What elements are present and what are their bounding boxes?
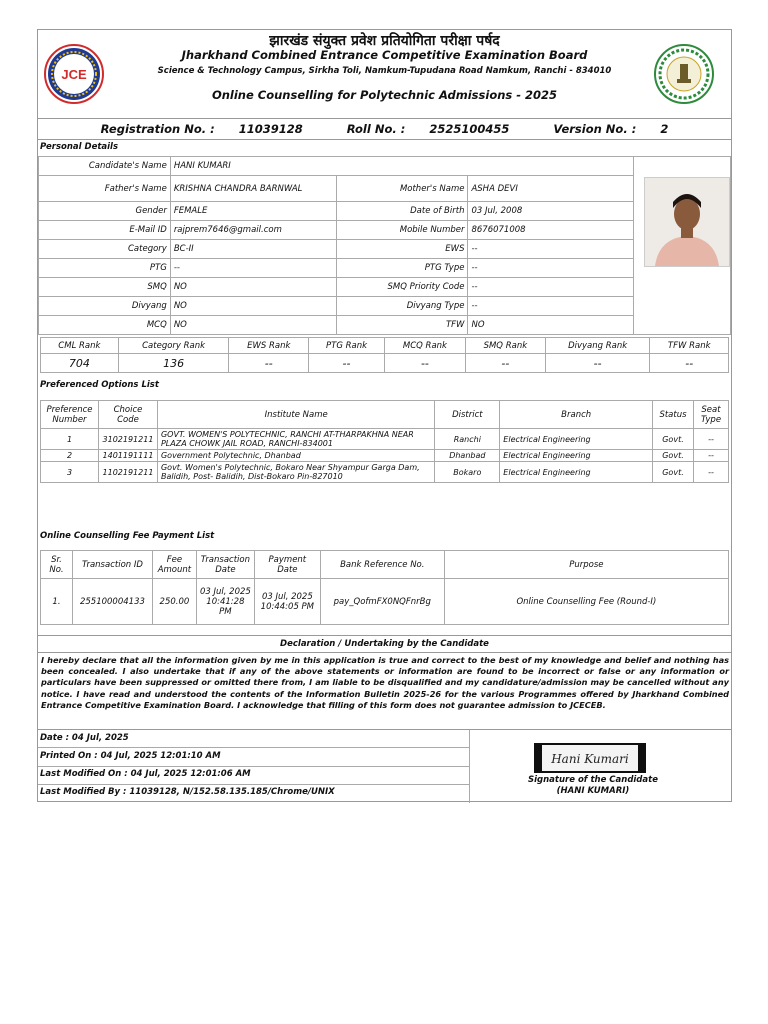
preference-column-header: Preference Number xyxy=(41,401,99,429)
version-label: Version No. : xyxy=(553,122,637,136)
candidate-photo xyxy=(644,177,730,267)
preference-cell: 1401191111 xyxy=(98,450,157,462)
fee-column-header: Transaction ID xyxy=(72,551,152,579)
preference-row xyxy=(41,450,729,462)
preferences-table xyxy=(40,400,729,483)
email-label: E-Mail ID xyxy=(39,221,171,240)
signature-name: (HANI KUMARI) xyxy=(556,786,630,796)
signature-handwriting: Hani Kumari xyxy=(551,752,629,766)
jharkhand-emblem xyxy=(654,44,714,104)
fee-cell: 03 Jul, 2025 10:41:28 PM xyxy=(196,579,254,625)
signature-image xyxy=(534,743,646,773)
father-name-label: Father's Name xyxy=(39,176,171,202)
form-subtitle: Online Counselling for Polytechnic Admissions - 2025 xyxy=(211,88,558,102)
mcq-value: NO xyxy=(170,316,336,335)
rank-header: Divyang Rank xyxy=(545,338,650,354)
fee-row xyxy=(41,579,729,625)
footer-last-modified-on: Last Modified On : 04 Jul, 2025 12:01:06 AM xyxy=(40,769,251,779)
fees-table xyxy=(40,550,729,625)
personal-details-title: Personal Details xyxy=(40,142,119,152)
smq-priority-label: SMQ Priority Code xyxy=(336,278,468,297)
mobile-value: 8676071008 xyxy=(468,221,634,240)
preference-cell: -- xyxy=(693,462,728,483)
divyang-type-value: -- xyxy=(468,297,634,316)
candidate-name-label: Candidate's Name xyxy=(39,157,171,176)
category-label: Category xyxy=(39,240,171,259)
smq-priority-value: -- xyxy=(468,278,634,297)
fee-cell: 03 Jul, 2025 10:44:05 PM xyxy=(254,579,320,625)
rank-value: -- xyxy=(229,354,309,373)
preference-column-header: Institute Name xyxy=(157,401,434,429)
preference-cell: Ranchi xyxy=(435,429,500,450)
fee-column-header: Purpose xyxy=(444,551,728,579)
ews-label: EWS xyxy=(336,240,468,259)
preferences-title: Preferenced Options List xyxy=(40,380,159,390)
tfw-label: TFW xyxy=(336,316,468,335)
signature-icon xyxy=(534,743,646,773)
preference-cell: 1102191211 xyxy=(98,462,157,483)
candidate-name-value: HANI KUMARI xyxy=(170,157,633,176)
preference-cell: Electrical Engineering xyxy=(500,462,653,483)
preference-cell: Government Polytechnic, Dhanbad xyxy=(157,450,434,462)
preference-cell: 1 xyxy=(41,429,99,450)
rank-header: MCQ Rank xyxy=(385,338,466,354)
gender-value: FEMALE xyxy=(170,202,336,221)
registration-label: Registration No. : xyxy=(100,122,215,136)
preference-cell: 3102191211 xyxy=(98,429,157,450)
footer-printed-on: Printed On : 04 Jul, 2025 12:01:10 AM xyxy=(40,751,221,761)
fee-cell: 1. xyxy=(41,579,73,625)
email-value: rajprem7646@gmail.com xyxy=(170,221,336,240)
divyang-label: Divyang xyxy=(39,297,171,316)
rank-value: -- xyxy=(545,354,650,373)
tfw-value: NO xyxy=(468,316,634,335)
form-footer xyxy=(38,729,731,803)
preference-cell: Govt. xyxy=(653,462,694,483)
preference-cell: Govt. xyxy=(653,429,694,450)
preference-cell: Govt. xyxy=(653,450,694,462)
divyang-type-label: Divyang Type xyxy=(336,297,468,316)
footer-last-modified-by: Last Modified By : 11039128, N/152.58.135.185/Chrome/UNIX xyxy=(40,787,335,797)
preference-cell: Dhanbad xyxy=(435,450,500,462)
registration-bar xyxy=(38,119,731,140)
rank-header: SMQ Rank xyxy=(465,338,545,354)
dob-value: 03 Jul, 2008 xyxy=(468,202,634,221)
registration-number: 11039128 xyxy=(238,122,303,136)
rank-value: -- xyxy=(385,354,466,373)
preference-column-header: Choice Code xyxy=(98,401,157,429)
smq-label: SMQ xyxy=(39,278,171,297)
rank-header: EWS Rank xyxy=(229,338,309,354)
fee-cell: 255100004133 xyxy=(72,579,152,625)
fee-cell: 250.00 xyxy=(152,579,196,625)
version-number: 2 xyxy=(660,122,669,136)
declaration-text: I hereby declare that all the information given by me in this application is true and correct to the best of my knowledge and belief and nothing has been concealed. I also undertake that if any of the above statements or information are found to be incorrect or false or any information or particulars have been suppressed or omitted there from, I am liable to be disqualified and my candidature/admission may be cancelled without any notice. I have read and understood the contents of the Information Bulletin 2025-26 for the various Programmes offered by Jharkhand Combined Entrance Competitive Examination Board. I acknowledge that filling of this form does not guarantee admission to JCECEB. xyxy=(41,655,729,710)
signature-label: Signature of the Candidate xyxy=(528,775,658,785)
category-value: BC-II xyxy=(170,240,336,259)
father-name-value: KRISHNA CHANDRA BARNWAL xyxy=(170,176,336,202)
ptg-type-value: -- xyxy=(468,259,634,278)
ptg-value: -- xyxy=(170,259,336,278)
rank-header: PTG Rank xyxy=(309,338,385,354)
preference-cell: -- xyxy=(693,429,728,450)
rank-value: 704 xyxy=(41,354,119,373)
preference-cell: Electrical Engineering xyxy=(500,429,653,450)
board-name-english: Jharkhand Combined Entrance Competitive Examination Board xyxy=(181,48,588,62)
mother-name-value: ASHA DEVI xyxy=(468,176,634,202)
preference-column-header: Branch xyxy=(500,401,653,429)
candidate-photo-icon xyxy=(645,178,729,266)
fees-title: Online Counselling Fee Payment List xyxy=(40,531,215,541)
application-form xyxy=(37,29,732,802)
ptg-label: PTG xyxy=(39,259,171,278)
preference-cell: Electrical Engineering xyxy=(500,450,653,462)
preference-cell: 2 xyxy=(41,450,99,462)
fee-column-header: Bank Reference No. xyxy=(320,551,444,579)
footer-divider xyxy=(469,730,470,803)
ranks-table xyxy=(40,337,729,373)
rank-value: -- xyxy=(309,354,385,373)
roll-label: Roll No. : xyxy=(346,122,406,136)
rank-value: -- xyxy=(650,354,729,373)
ptg-type-label: PTG Type xyxy=(336,259,468,278)
footer-line xyxy=(38,747,469,748)
preference-cell: GOVT. WOMEN'S POLYTECHNIC, RANCHI AT-THARPAKHNA NEAR PLAZA CHOWK JAIL ROAD, RANCHI-834001 xyxy=(157,429,434,450)
fee-column-header: Transaction Date xyxy=(196,551,254,579)
mother-name-label: Mother's Name xyxy=(336,176,468,202)
signature-caption xyxy=(518,775,668,797)
preference-column-header: District xyxy=(435,401,500,429)
preference-cell: Govt. Women's Polytechnic, Bokaro Near Shyampur Garga Dam, Balidih, Post- Balidih, Dist-Bokaro Pin-827010 xyxy=(157,462,434,483)
state-emblem-icon xyxy=(656,46,712,102)
smq-value: NO xyxy=(170,278,336,297)
roll-number: 2525100455 xyxy=(429,122,510,136)
preference-cell: -- xyxy=(693,450,728,462)
fee-cell: pay_QofmFX0NQFnrBg xyxy=(320,579,444,625)
fee-column-header: Sr. No. xyxy=(41,551,73,579)
personal-details-table xyxy=(38,156,731,335)
fee-column-header: Payment Date xyxy=(254,551,320,579)
footer-line xyxy=(38,766,469,767)
logo-text: JCE xyxy=(61,67,87,82)
gender-label: Gender xyxy=(39,202,171,221)
rank-header: CML Rank xyxy=(41,338,119,354)
rank-header: TFW Rank xyxy=(650,338,729,354)
dob-label: Date of Birth xyxy=(336,202,468,221)
preference-row xyxy=(41,462,729,483)
declaration-title: Declaration / Undertaking by the Candidate xyxy=(38,635,731,653)
preference-cell: 3 xyxy=(41,462,99,483)
rank-value: -- xyxy=(465,354,545,373)
rank-header: Category Rank xyxy=(118,338,229,354)
form-header xyxy=(38,30,731,119)
footer-line xyxy=(38,784,469,785)
rank-value: 136 xyxy=(118,354,229,373)
mobile-label: Mobile Number xyxy=(336,221,468,240)
fee-cell: Online Counselling Fee (Round-I) xyxy=(444,579,728,625)
mcq-label: MCQ xyxy=(39,316,171,335)
board-address: Science & Technology Campus, Sirkha Toli, Namkum-Tupudana Road Namkum, Ranchi - 834010 xyxy=(157,66,612,76)
preference-row xyxy=(41,429,729,450)
preference-cell: Bokaro xyxy=(435,462,500,483)
footer-date: Date : 04 Jul, 2025 xyxy=(40,733,129,743)
preference-column-header: Seat Type xyxy=(693,401,728,429)
divyang-value: NO xyxy=(170,297,336,316)
board-name-hindi: झारखंड संयुक्त प्रवेश प्रतियोगिता परीक्षा पर्षद xyxy=(269,33,500,49)
ews-value: -- xyxy=(468,240,634,259)
preference-column-header: Status xyxy=(653,401,694,429)
fee-column-header: Fee Amount xyxy=(152,551,196,579)
